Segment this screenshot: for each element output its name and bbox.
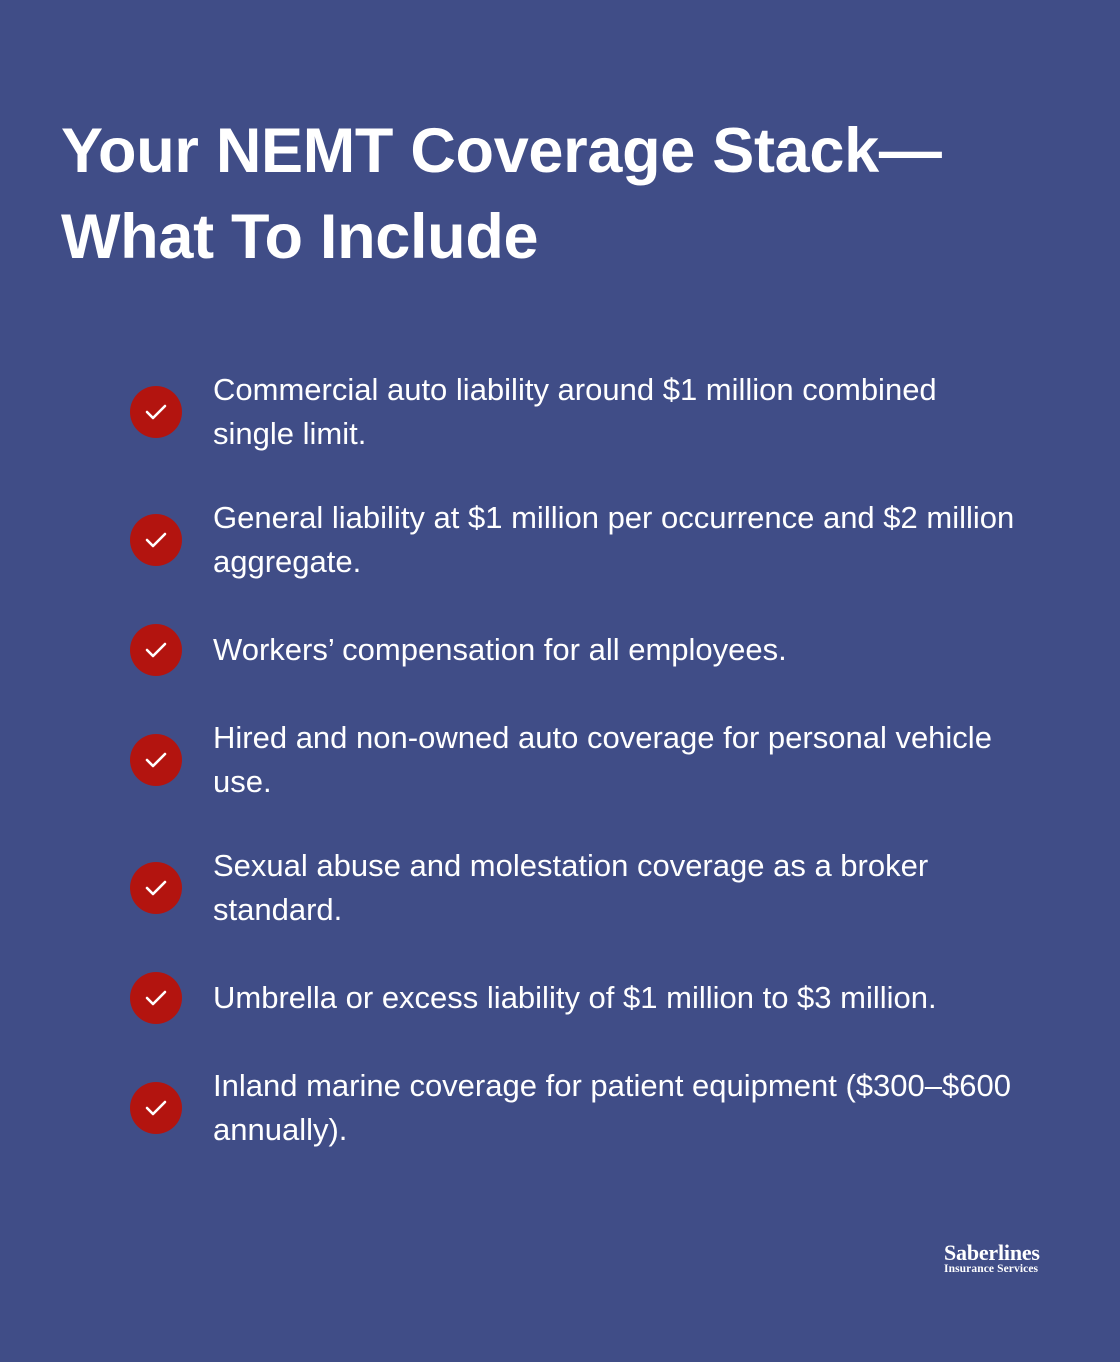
checklist-item (130, 496, 1030, 584)
check-circle-icon (130, 386, 182, 438)
page-title-line-1: Your NEMT Coverage Stack— (61, 116, 942, 186)
check-circle-icon (130, 972, 182, 1024)
check-circle-icon (130, 514, 182, 566)
checklist-item-text: Commercial auto liability around $1 million combined single limit. (213, 372, 937, 451)
checklist-item-text: General liability at $1 million per occurrence and $2 million aggregate. (213, 500, 1015, 579)
logo-tagline: Insurance Services (944, 1263, 1039, 1275)
checklist-item-text: Umbrella or excess liability of $1 million to $3 million. (213, 980, 937, 1015)
checklist-item-text: Inland marine coverage for patient equipment ($300–$600 annually). (213, 1068, 1011, 1147)
page-title (61, 108, 942, 280)
coverage-checklist (130, 368, 1030, 1192)
checklist-item-text: Workers’ compensation for all employees. (213, 632, 787, 667)
page-title-line-2: What To Include (61, 202, 539, 272)
checklist-item (130, 716, 1030, 804)
checklist-item (130, 624, 1030, 676)
company-logo (944, 1242, 1040, 1276)
check-circle-icon (130, 734, 182, 786)
check-circle-icon (130, 624, 182, 676)
logo-brand-name: Saberlines (944, 1240, 1040, 1265)
check-circle-icon (130, 862, 182, 914)
checklist-item (130, 1064, 1030, 1152)
checklist-item (130, 368, 1030, 456)
checklist-item (130, 844, 1030, 932)
checklist-item-text: Sexual abuse and molestation coverage as a broker standard. (213, 848, 929, 927)
checklist-item (130, 972, 1030, 1024)
checklist-item-text: Hired and non-owned auto coverage for personal vehicle use. (213, 720, 992, 799)
check-circle-icon (130, 1082, 182, 1134)
